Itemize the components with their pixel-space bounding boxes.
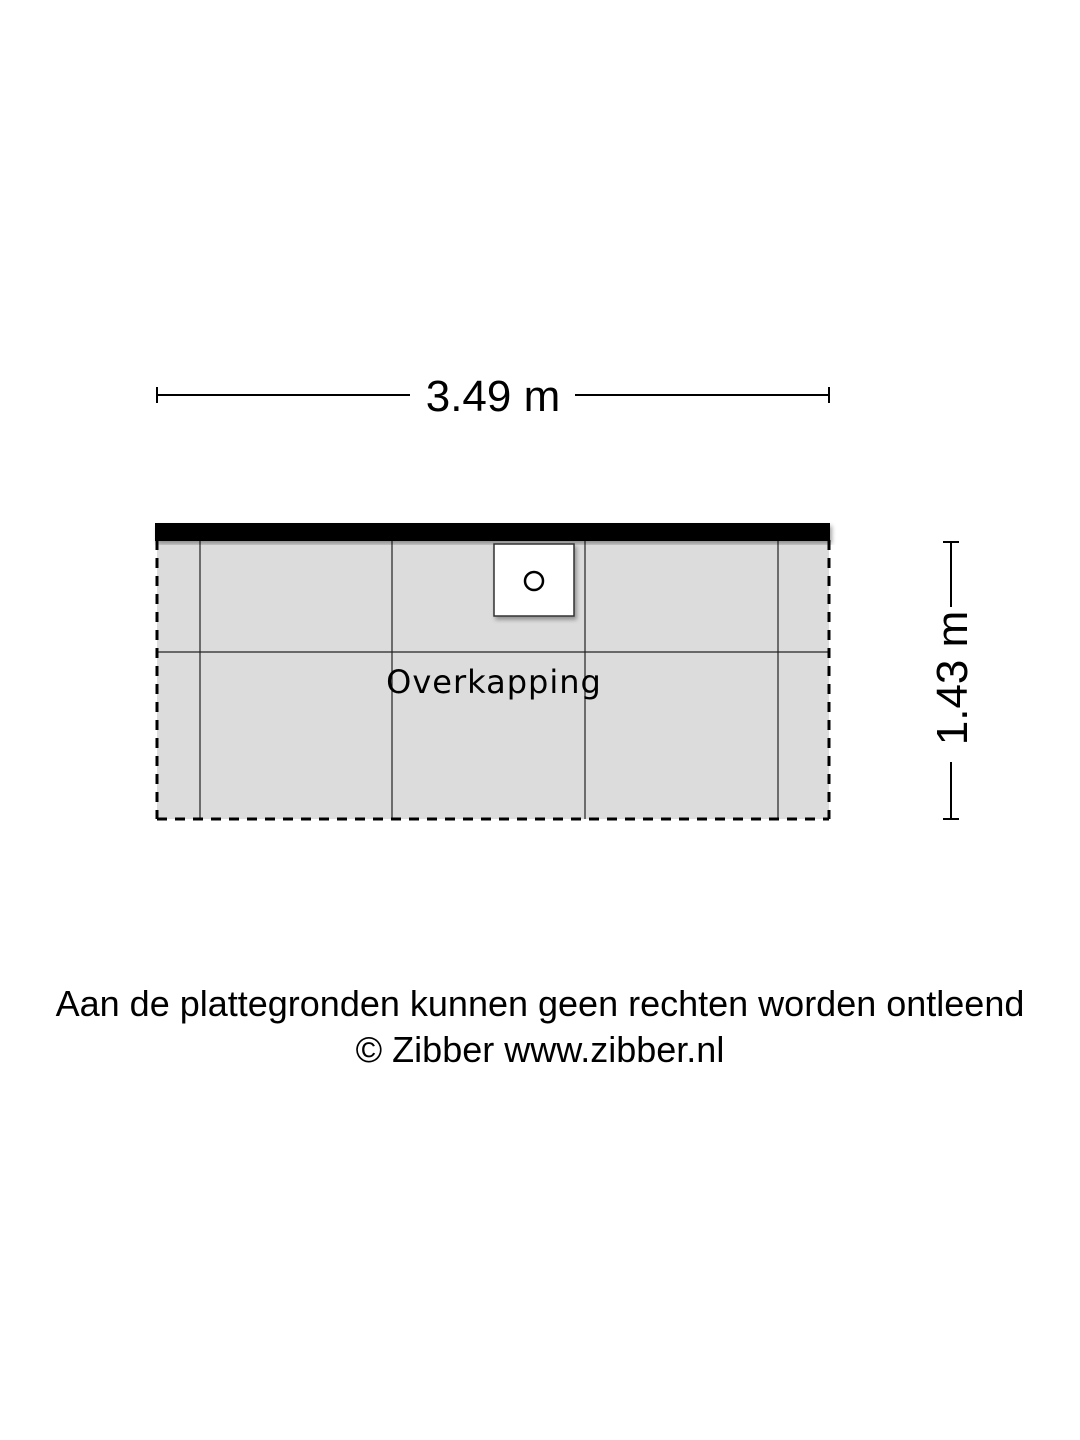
disclaimer-text: Aan de plattegronden kunnen geen rechten worden ontleend xyxy=(55,983,1025,1024)
room-label: Overkapping xyxy=(386,663,602,701)
height-dimension-label: 1.43 m xyxy=(928,610,977,746)
width-dimension-label: 3.49 m xyxy=(425,372,561,421)
height-dimension xyxy=(928,542,977,819)
wall xyxy=(155,523,830,541)
room-overkapping xyxy=(155,523,830,819)
width-dimension xyxy=(157,372,829,421)
drain-fixture xyxy=(494,544,574,616)
copyright-text: © Zibber www.zibber.nl xyxy=(355,1029,725,1070)
